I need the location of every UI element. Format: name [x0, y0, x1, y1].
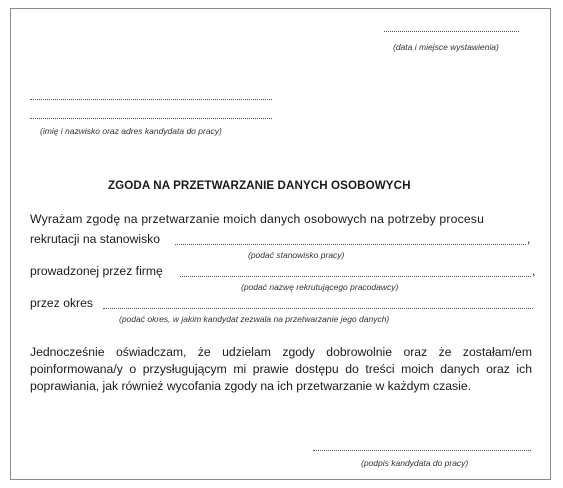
position-field[interactable] — [175, 244, 526, 245]
period-field[interactable] — [103, 308, 533, 309]
declaration-paragraph: Jednocześnie oświadczam, że udzielam zgody dobrowolnie oraz że zostałam/em poinformowana/y o przysługującym mi prawie dostępu do treści moich danych oraz ich poprawiania, jak również wycofania zgody na ich przetwarzanie w każdym czasie. — [30, 345, 532, 393]
candidate-address-line[interactable] — [30, 118, 272, 119]
position-lead: rekrutacji na stanowisko — [30, 232, 161, 246]
company-field[interactable] — [180, 276, 531, 277]
document-title: ZGODA NA PRZETWARZANIE DANYCH OSOBOWYCH — [108, 179, 411, 192]
position-comma: , — [527, 232, 531, 246]
company-comma: , — [532, 264, 536, 278]
candidate-label: (imię i nazwisko oraz adres kandydata do pracy) — [40, 126, 222, 136]
company-lead: prowadzonej przez firmę — [30, 264, 163, 278]
candidate-name-line[interactable] — [30, 99, 272, 100]
signature-label: (podpis kandydata do pracy) — [361, 458, 469, 468]
date-place-line[interactable] — [384, 31, 519, 32]
date-place-label: (data i miejsce wystawienia) — [393, 42, 499, 52]
company-hint: (podać nazwę rekrutującego pracodawcy) — [241, 282, 399, 292]
period-lead: przez okres — [30, 296, 93, 310]
signature-line[interactable] — [313, 450, 531, 451]
consent-line-1: Wyrażam zgodę na przetwarzanie moich danych osobowych na potrzeby procesu — [30, 212, 485, 226]
period-hint: (podać okres, w jakim kandydat zezwala na przetwarzanie jego danych) — [119, 314, 390, 324]
position-hint: (podać stanowisko pracy) — [248, 250, 345, 260]
